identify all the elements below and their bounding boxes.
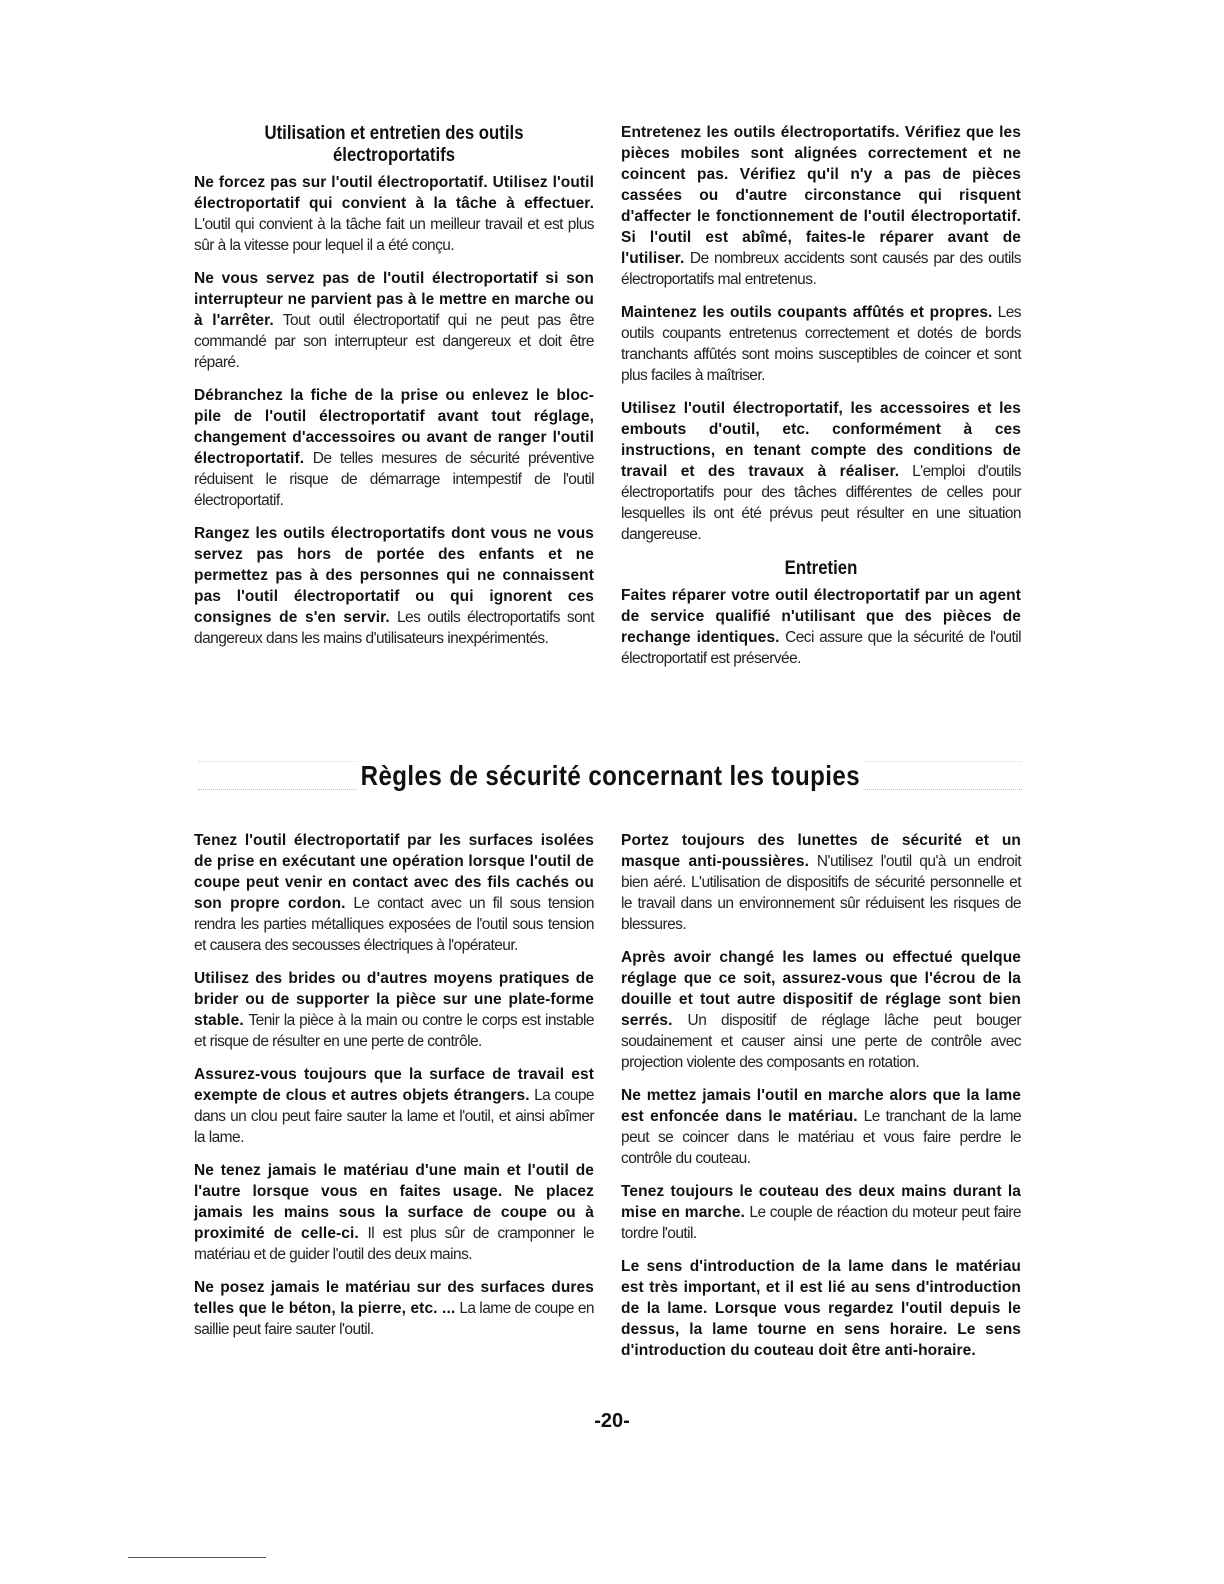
section-tool-use-care xyxy=(194,122,594,661)
paragraph: Portez toujours des lunettes de sécurité et un masque anti-poussières. N'utilisez l'outil qu'à un endroit bien aéré. L'utilisation de dispositifs de sécurité personnelle et le travail dans un environnement sûr réduisent les risques de blessures. xyxy=(621,832,1021,933)
paragraph: Ne vous servez pas de l'outil électroportatif si son interrupteur ne parvient pas à le mettre en marche ou à l'arrêter. Tout outil électroportatif qui ne peut pas être commandé par son interrupteur est dangereux et doit être réparé. xyxy=(194,270,594,371)
paragraph: Rangez les outils électroportatifs dont vous ne vous servez pas hors de portée des enfants et ne permettez pas à des personnes qui ne connaissent pas l'outil électroportatif ou qui ignorent ces consignes de s'en servir. Les outils électroportatifs sont dangereux dans les mains d'utilisateurs inexpérimentés. xyxy=(194,525,595,647)
paragraph: Tenez l'outil électroportatif par les surfaces isolées de prise en exécutant une opération lorsque l'outil de coupe peut venir en contact avec des fils cachés ou son propre cordon. Le contact avec un fil sous tension rendra les parties métalliques exposées de l'outil sous tension et causera des secousses électriques à l'opérateur. xyxy=(194,832,595,954)
paragraph: Ne posez jamais le matériau sur des surfaces dures telles que le béton, la pierre, etc. ... La lame de coupe en saillie peut faire sauter l'outil. xyxy=(194,1279,594,1338)
paragraph: Assurez-vous toujours que la surface de travail est exempte de clous et autres objets étrangers. La coupe dans un clou peut faire sauter la lame et l'outil, et ainsi abîmer la lame. xyxy=(194,1066,594,1146)
paragraph: Après avoir changé les lames ou effectué quelque réglage que ce soit, assurez-vous que l'écrou de la douille et tout autre dispositif de réglage sont bien serrés. Un dispositif de réglage lâche peut bouger soudainement et causer ainsi une perte de contrôle avec projection violente des composants en rotation. xyxy=(621,949,1021,1071)
paragraph: Ne forcez pas sur l'outil électroportatif. Utilisez l'outil électroportatif qui convient à la tâche à effectuer. L'outil qui convient à la tâche fait un meilleur travail et est plus sûr à la vitesse pour lequel il a été conçu. xyxy=(194,174,594,254)
paragraph: Le sens d'introduction de la lame dans le matériau est très important, et il est lié au sens d'introduction de la lame. Lorsque vous regardez l'outil depuis le dessus, la lame tourne en sens horaire. Le sens d'introduction du couteau doit être anti-horaire. xyxy=(621,1258,1021,1359)
section-banner xyxy=(198,752,1022,796)
paragraph: Utilisez l'outil électroportatif, les accessoires et les embouts d'outil, etc. conformément à ces instructions, en tenant compte des conditions de travail et des travaux à réaliser. L'emploi d'outils électroportatifs pour des tâches différentes de celles pour lesquelles ils ont été prévus peut résulter en une situation dangereuse. xyxy=(621,400,1021,543)
section-tool-maintenance xyxy=(621,122,1021,681)
paragraph: Ne tenez jamais le matériau d'une main et l'outil de l'autre lorsque vous en faites usage. Ne placez jamais les mains sous la surface de coupe ou à proximité de celle-ci. Il est plus sûr de cramponner le matériau et de guider l'outil des deux mains. xyxy=(194,1162,594,1263)
banner-title: Règles de sécurité concernant les toupies xyxy=(198,760,1022,792)
paragraph: Utilisez des brides ou d'autres moyens pratiques de brider ou de supporter la pièce sur une plate-forme stable. Tenir la pièce à la main ou contre le corps est instable et risque de résulter en une perte de contrôle. xyxy=(194,970,594,1050)
section-title: Utilisation et entretien des outils électroportatifs xyxy=(264,122,524,166)
paragraph: Tenez toujours le couteau des deux mains durant la mise en marche. Le couple de réaction du moteur peut faire tordre l'outil. xyxy=(621,1183,1021,1242)
paragraph: Ne mettez jamais l'outil en marche alors que la lame est enfoncée dans le matériau. Le tranchant de la lame peut se coincer dans le matériau et vous faire perdre le contrôle du couteau. xyxy=(621,1087,1022,1167)
footer-rule xyxy=(128,1557,266,1558)
section-router-rules-right xyxy=(621,830,1021,1373)
paragraph: Maintenez les outils coupants affûtés et propres. Les outils coupants entretenus correctement et dotés de bords tranchants affûtés sont moins susceptibles de coincer et sont plus faciles à maîtriser. xyxy=(621,304,1021,384)
paragraph: Entretenez les outils électroportatifs. Vérifiez que les pièces mobiles sont alignées correctement et ne coincent pas. Vérifiez qu'il n'y a pas de pièces cassées ou d'autre circonstance qui risquent d'affecter le fonctionnement de l'outil électroportatif. Si l'outil est abîmé, faites-le réparer avant de l'utiliser. De nombreux accidents sont causés par des outils électroportatifs mal entretenus. xyxy=(621,124,1021,288)
paragraph: Débranchez la fiche de la prise ou enlevez le bloc-pile de l'outil électroportatif avant tout réglage, changement d'accessoires ou avant de ranger l'outil électroportatif. De telles mesures de sécurité préventive réduisent le risque de démarrage intempestif de l'outil électroportatif. xyxy=(194,387,594,509)
subsection-title: Entretien xyxy=(784,557,858,579)
paragraph: Faites réparer votre outil électroportatif par un agent de service qualifié n'utilisant que des pièces de rechange identiques. Ceci assure que la sécurité de l'outil électroportatif est préservée. xyxy=(621,587,1021,667)
section-router-rules-left xyxy=(194,830,594,1352)
page-number: -20- xyxy=(594,1410,630,1432)
